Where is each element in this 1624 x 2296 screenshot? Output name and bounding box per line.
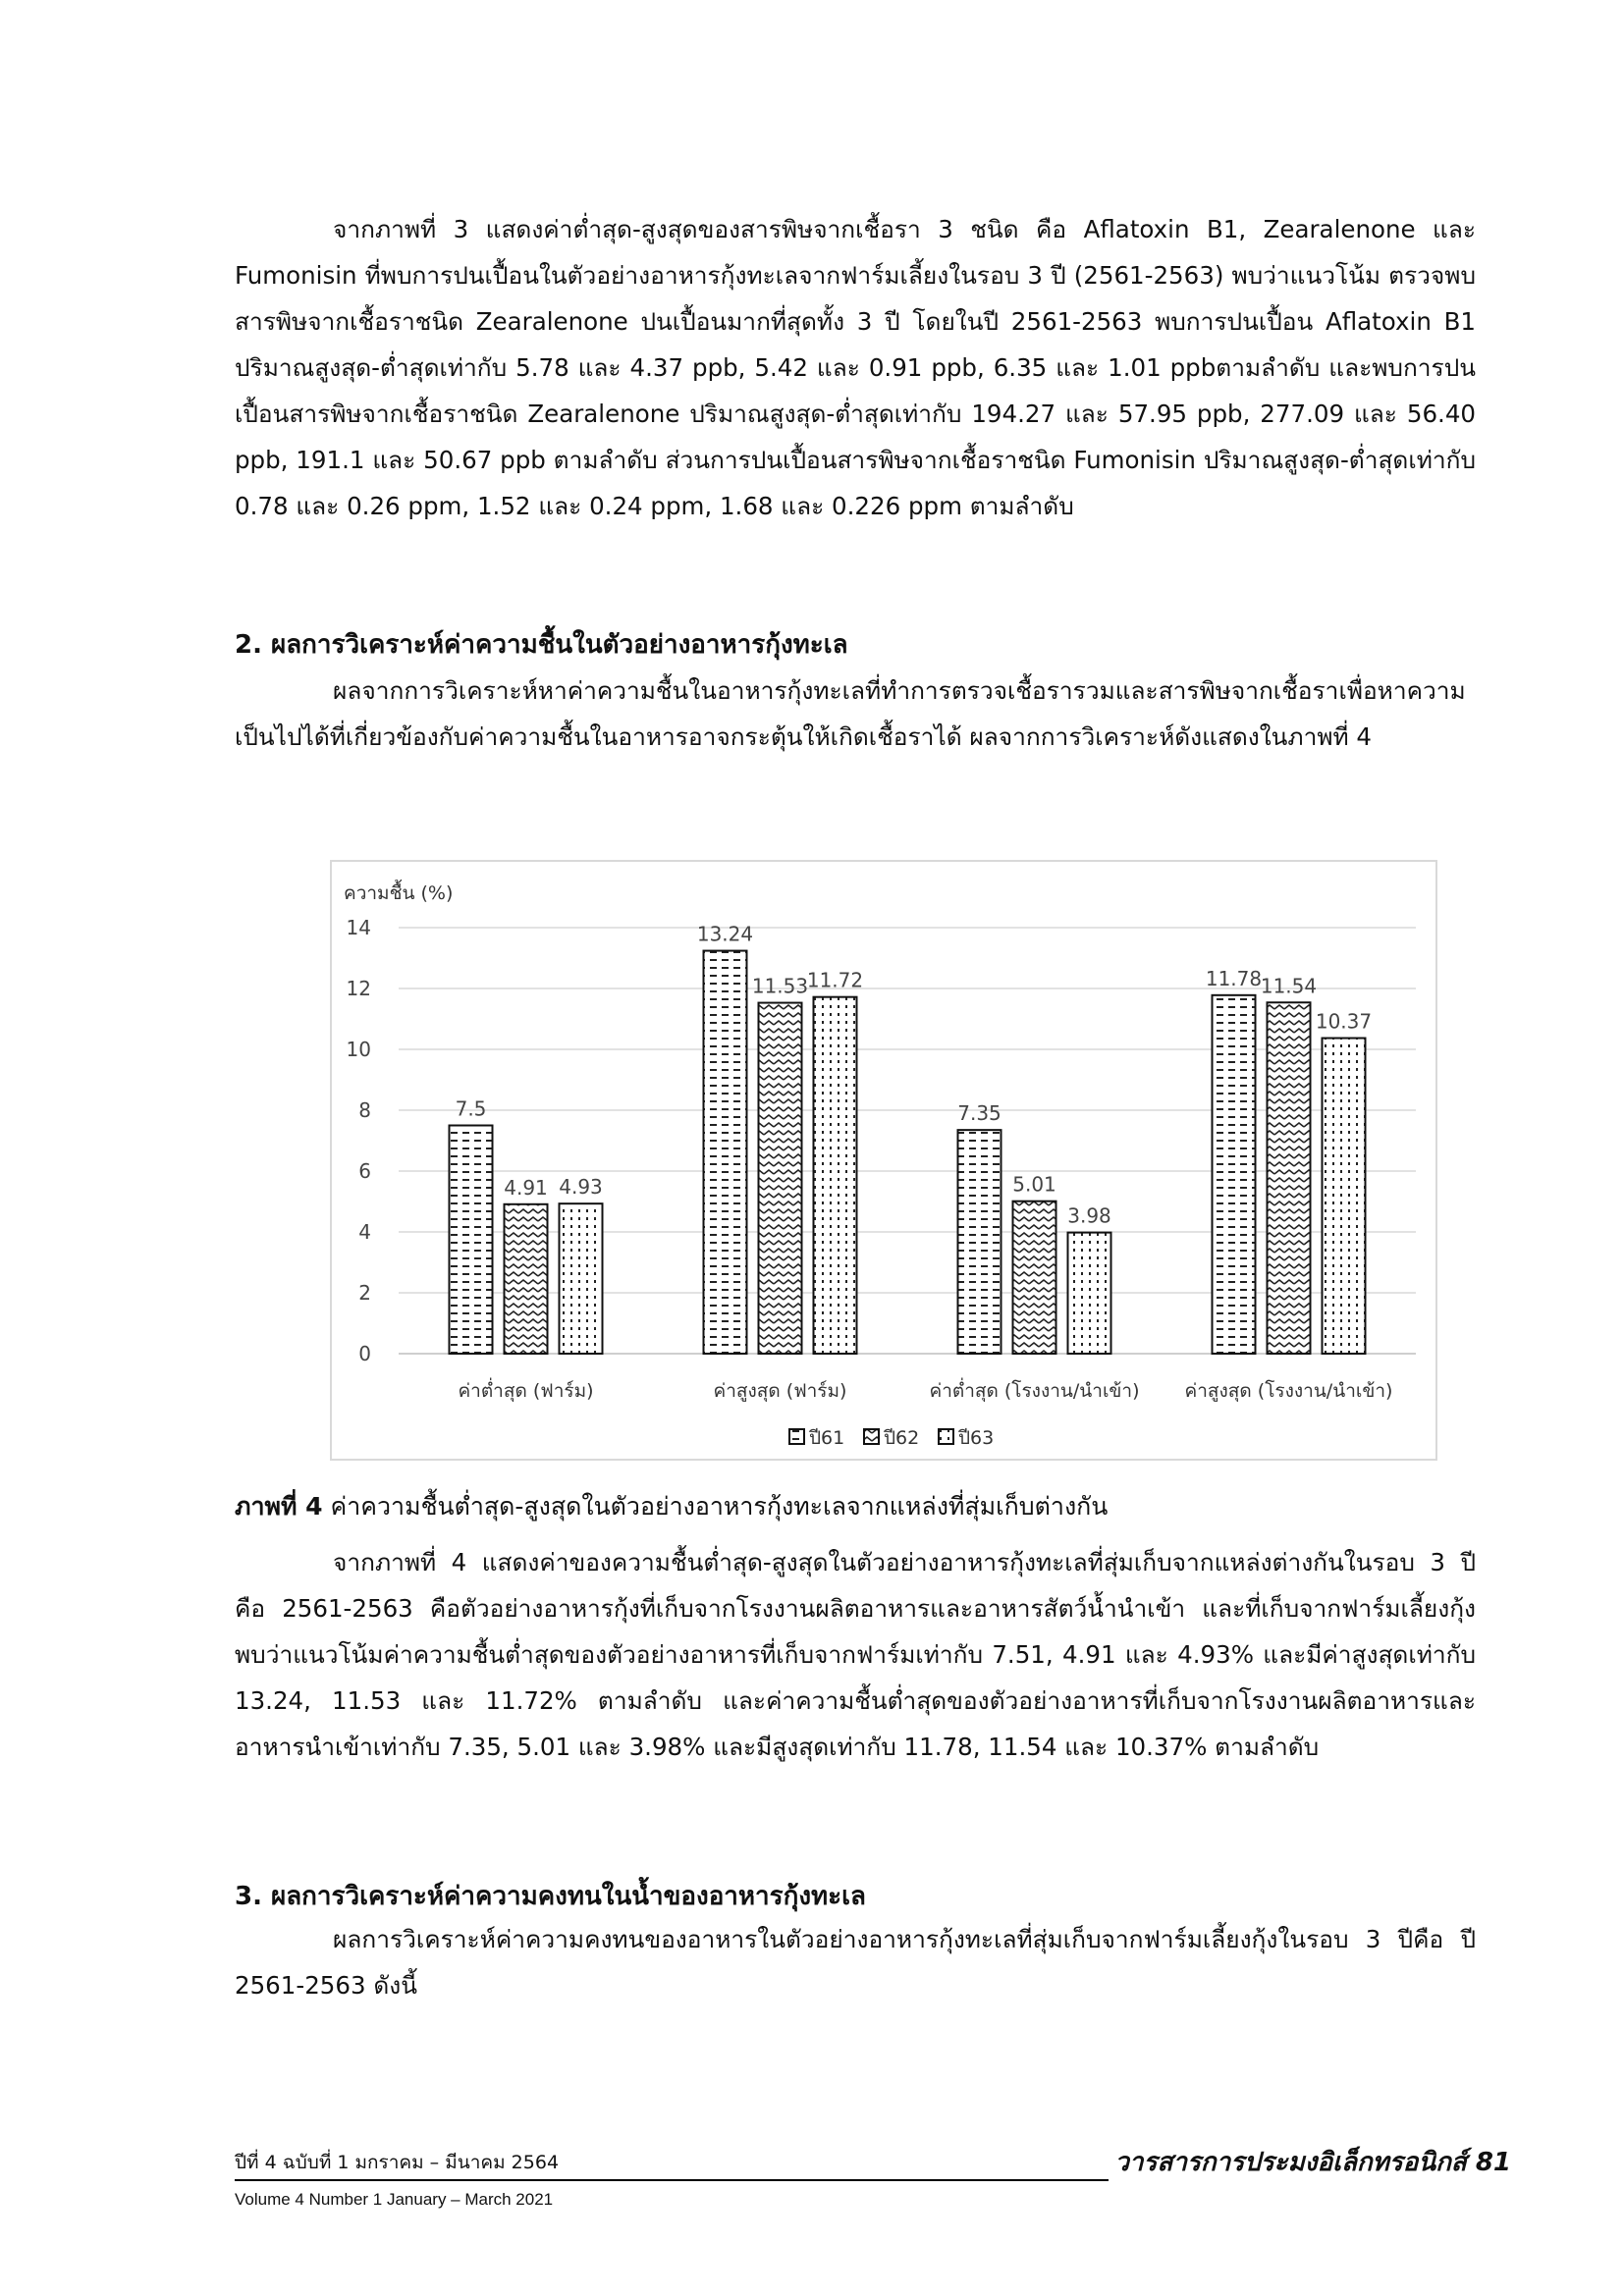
figure-caption-text: ค่าความชื้นต่ำสุด-สูงสุดในตัวอย่างอาหารกุ้งทะเลจากแหล่งที่สุ่มเก็บต่างกัน	[322, 1492, 1109, 1521]
legend-swatch-ปี61	[789, 1429, 804, 1444]
moisture-bar-chart	[330, 860, 1437, 1461]
bar-ปี61-2	[958, 1130, 1001, 1354]
y-tick-label: 4	[358, 1220, 371, 1244]
bar-ปี62-2	[1013, 1201, 1056, 1354]
x-tick-label: ค่าต่ำสุด (ฟาร์ม)	[458, 1380, 594, 1402]
section-heading-water-stability: 3. ผลการวิเคราะห์ค่าความคงทนในน้ำของอาหารกุ้งทะเล	[235, 1882, 866, 1911]
x-tick-label: ค่าต่ำสุด (โรงงาน/นำเข้า)	[929, 1380, 1140, 1402]
bar-ปี63-1	[814, 997, 857, 1354]
section-heading-moisture: 2. ผลการวิเคราะห์ค่าความชื้นในตัวอย่างอาหารกุ้งทะเล	[235, 630, 848, 660]
footer-journal-page: วารสารการประมงอิเล็กทรอนิกส์ 81	[1109, 2142, 1511, 2182]
y-tick-labels	[347, 916, 371, 1365]
bar-ปี63-0	[560, 1203, 603, 1354]
legend	[789, 1427, 994, 1449]
data-label: 11.54	[1260, 974, 1318, 998]
legend-swatch-ปี62	[864, 1429, 879, 1444]
data-label: 3.98	[1067, 1203, 1111, 1228]
bar-ปี61-0	[450, 1126, 493, 1355]
legend-swatch-ปี63	[939, 1429, 953, 1444]
paragraph-aflatoxin-summary: จากภาพที่ 3 แสดงค่าต่ำสุด-สูงสุดของสารพิษจากเชื้อรา 3 ชนิด คือ Aflatoxin B1, Zearalenone และ Fumonisin ที่พบการปนเปื้อนในตัวอย่างอาหารกุ้งทะเลจากฟาร์มเลี้ยงในรอบ 3 ปี (2561-2563) พบว่าแนวโน้ม ตรวจพบสารพิษจากเชื้อราชนิด Zearalenone ปนเปื้อนมากที่สุดทั้ง 3 ปี โดยในปี 2561-2563 พบการปนเปื้อน Aflatoxin B1 ปริมาณสูงสุด-ต่ำสุดเท่ากับ 5.78 และ 4.37 ppb, 5.42 และ 0.91 ppb, 6.35 และ 1.01 ppbตามลำดับ และพบการปนเปื้อนสารพิษจากเชื้อราชนิด Zearalenone ปริมาณสูงสุด-ต่ำสุดเท่ากับ 194.27 และ 57.95 ppb, 277.09 และ 56.40 ppb, 191.1 และ 50.67 ppb ตามลำดับ ส่วนการปนเปื้อนสารพิษจากเชื้อราชนิด Fumonisin ปริมาณสูงสุด-ต่ำสุดเท่ากับ 0.78 และ 0.26 ppm, 1.52 และ 0.24 ppm, 1.68 และ 0.226 ppm ตามลำดับ	[235, 215, 1476, 520]
data-label: 4.91	[504, 1175, 548, 1200]
bar-ปี61-3	[1213, 995, 1256, 1354]
y-tick-label: 2	[358, 1281, 371, 1305]
bar-ปี61-1	[704, 951, 747, 1354]
legend-label: ปี63	[958, 1427, 995, 1449]
bar-ปี63-3	[1323, 1039, 1366, 1354]
bar-ปี63-2	[1068, 1233, 1111, 1354]
bar-ปี62-0	[505, 1204, 548, 1354]
data-label: 10.37	[1315, 1009, 1373, 1034]
bar-ปี62-3	[1268, 1002, 1311, 1354]
data-label: 11.53	[751, 974, 809, 998]
y-tick-label: 14	[346, 916, 371, 939]
paragraph-moisture-intro: ผลจากการวิเคราะห์หาค่าความชื้นในอาหารกุ้งทะเลที่ทำการตรวจเชื้อรารวมและสารพิษจากเชื้อราเพื่อหาความเป็นไปได้ที่เกี่ยวข้องกับค่าความชื้นในอาหารอาจกระตุ้นให้เกิดเชื้อราได้ ผลจากการวิเคราะห์ดังแสดงในภาพที่ 4	[235, 676, 1466, 751]
legend-label: ปี62	[884, 1427, 920, 1449]
data-label: 7.35	[957, 1101, 1001, 1126]
y-tick-label: 6	[358, 1159, 371, 1183]
figure-caption-label: ภาพที่ 4	[235, 1492, 323, 1521]
data-label: 11.78	[1205, 966, 1263, 990]
footer-issue-thai: ปีที่ 4 ฉบับที่ 1 มกราคม – มีนาคม 2564	[235, 2152, 560, 2173]
y-tick-label: 0	[358, 1342, 371, 1365]
data-label: 4.93	[559, 1175, 603, 1200]
data-label: 5.01	[1012, 1172, 1056, 1197]
y-axis-title: ความชื้น (%)	[344, 882, 454, 904]
y-tick-label: 8	[358, 1098, 371, 1122]
x-tick-label: ค่าสูงสุด (โรงงาน/นำเข้า)	[1184, 1380, 1393, 1402]
data-label: 11.72	[806, 968, 864, 992]
figure-caption	[235, 1487, 1108, 1526]
paragraph-moisture-results: จากภาพที่ 4 แสดงค่าของความชื้นต่ำสุด-สูงสุดในตัวอย่างอาหารกุ้งทะเลที่สุ่มเก็บจากแหล่งต่างกันในรอบ 3 ปี คือ 2561-2563 คือตัวอย่างอาหารกุ้งที่เก็บจากโรงงานผลิตอาหารและอาหารสัตว์น้ำนำเข้า และที่เก็บจากฟาร์มเลี้ยงกุ้ง พบว่าแนวโน้มค่าความชื้นต่ำสุดของตัวอย่างอาหารที่เก็บจากฟาร์มเท่ากับ 7.51, 4.91 และ 4.93% และมีค่าสูงสุดเท่ากับ 13.24, 11.53 และ 11.72% ตามลำดับ และค่าความชื้นต่ำสุดของตัวอย่างอาหารที่เก็บจากโรงงานผลิตอาหารและอาหารนำเข้าเท่ากับ 7.35, 5.01 และ 3.98% และมีสูงสุดเท่ากับ 11.78, 11.54 และ 10.37% ตามลำดับ	[235, 1548, 1476, 1761]
data-label: 7.5	[455, 1096, 487, 1121]
legend-label: ปี61	[809, 1427, 845, 1449]
bar-ปี62-1	[759, 1003, 802, 1354]
footer-issue-english: Volume 4 Number 1 January – March 2021	[235, 2190, 554, 2209]
x-tick-label: ค่าสูงสุด (ฟาร์ม)	[713, 1380, 847, 1402]
x-tick-labels	[458, 1377, 1392, 1403]
y-tick-label: 10	[346, 1038, 371, 1061]
data-label: 13.24	[696, 922, 754, 946]
paragraph-water-stability-intro: ผลการวิเคราะห์ค่าความคงทนของอาหารในตัวอย่างอาหารกุ้งทะเลที่สุ่มเก็บจากฟาร์มเลี้ยงกุ้งในรอบ 3 ปีคือ ปี 2561-2563 ดังนี้	[235, 1925, 1476, 2000]
chart-svg	[332, 862, 1435, 1459]
y-tick-label: 12	[346, 977, 371, 1000]
